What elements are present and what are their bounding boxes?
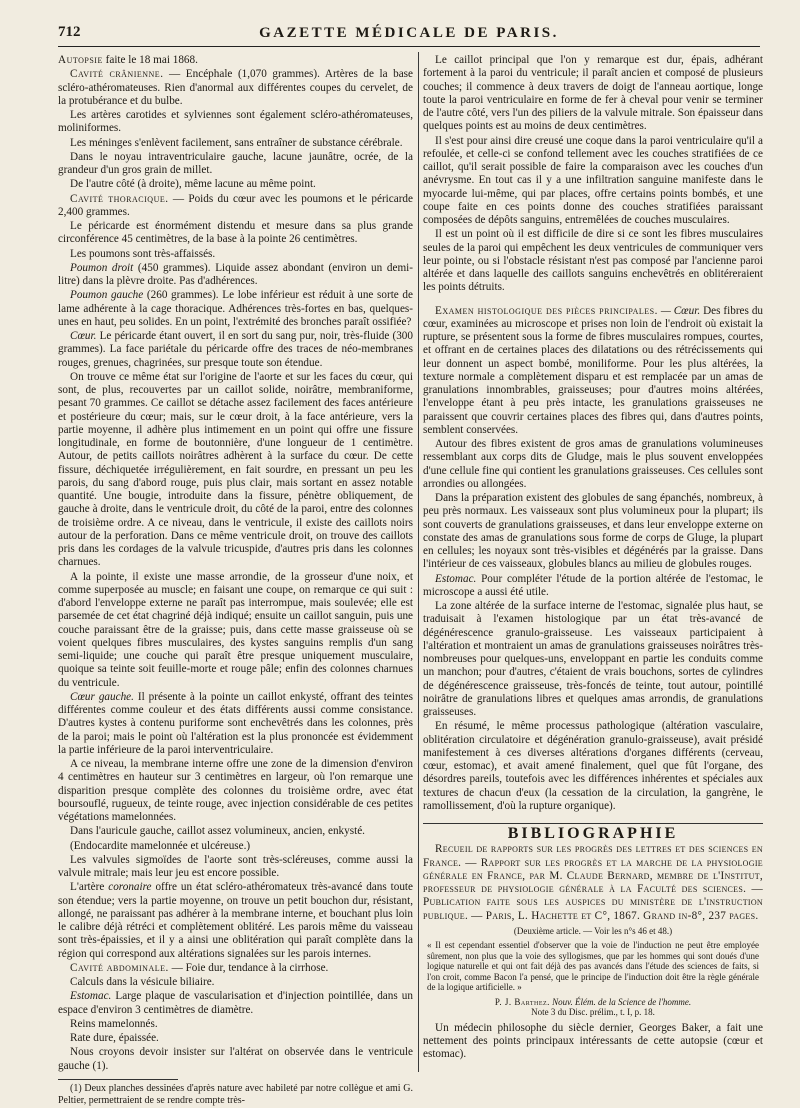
aorta-paragraph: On trouve ce même état sur l'origine de l'aorte et sur les faces du cœur, qui sont, de plus, recouvertes par un caillot solide, noirâtre, membraniforme, pesant 70 grammes. Ce caillot se détache assez facilement des faces antérieure et postérieure du cœur; mais, sur le cœur droit, à la face antérieure, vers la partie moyenne, il adhère plus intimement en un point qui offre une fissure longitudinale, en forme de boutonnière, d'une longueur de 1 centimètre. Autour, de petits caillots noirâtres adhèrent à la surface du cœur. De cette fissure, déchiquetée irrégulièrement, en fait sourdre, en pressant un peu les parois, du sang d'abord rouge, puis plus clair, mais sortant en assez notable quantité. Une bougie, introduite dans la fissure, pénètre obliquement, de gauche à droite, dans le ventricule droit, du côté de la paroi, entre des colonnes de troisième ordre. A ce niveau, dans le ventricule, il existe des caillots noirs autour de la perforation. Dans ce même ventricule droit, on trouve des caillots pris dans les cordages de la valvule tricuspide, d'autres pris dans les colonnes charnues.: [58, 370, 413, 569]
left-heart-text: Il présente à la pointe un caillot enkysté, offrant des teintes différentes comme couleur et des états différents aussi comme consistance. D'autres kystes à contenu puriforme sont enchevêtrés dans les colonnes, près de la paroi; mais le point où l'altération est la plus prononcée est évidemment la partie inférieure de la paroi interventriculaire.: [58, 690, 413, 756]
reference-volume: Note 3 du Disc. prélim., t. I, p. 18.: [531, 1007, 655, 1017]
shell-paragraph: Il s'est pour ainsi dire creusé une coque dans la paroi ventriculaire qu'il a refoulée, et celle-ci se confond tellement avec les couches stratifiées de ce caillot, qu'il serait possible de faire la comparaison avec les couches d'un anévrysme. En tout cas il y a une infiltration sanguine manifeste dans le myocarde lui-même, qui par places, offre certains points bombés, et une coupe faite en ces points donne des couches stratifiées paraissant composées de dépôts sanguins, entremêlées de couches musculaires.: [423, 134, 763, 226]
bibliography-quote: « Il est cependant essentiel d'observer que la voie de l'induction ne peut être employée sûrement, non plus que la voie des syllogismes, que par les hommes qui sont doués d'une logique naturelle et qui ont fait déjà des pas avancés dans l'étude des sciences de faits, si l'on croit, comme Bacon l'a pensé, que le principe de l'induction doit être la règle générale de la logique artificielle. »: [427, 940, 759, 992]
spleen-paragraph: Rate dure, épaissée.: [70, 1032, 159, 1044]
calculs-paragraph: Calculs dans la vésicule biliaire.: [70, 976, 215, 988]
right-lung-text: (450 grammes). Liquide assez abondant (environ un demi-litre) dans la plèvre droite. Pas d'adhérences.: [58, 261, 413, 287]
journal-title: GAZETTE MÉDICALE DE PARIS.: [259, 25, 559, 41]
cranial-label: Cavité crânienne.: [70, 68, 164, 81]
thoracic-paragraph: [58, 193, 413, 220]
valves-paragraph: Les valvules sigmoïdes de l'aorte sont très-scléreuses, comme aussi la valvule mitrale; mais leur jeu est encore possible.: [58, 853, 413, 879]
heart-label: Cœur.: [70, 330, 97, 342]
stomach-label: Estomac.: [70, 990, 112, 1003]
heart-text: Le péricarde étant ouvert, il en sort du sang pur, noir, très-fluide (300 grammes). La face pariétale du péricarde offre des traces de néo-membranes rouges, grenues, chagrinées, sur presque toute son étendue.: [58, 330, 413, 369]
auricle-paragraph: Dans l'auricule gauche, caillot assez volumineux, ancien, enkysté.: [70, 825, 365, 838]
cranial-paragraph: [58, 68, 413, 108]
left-heart-paragraph: [58, 691, 413, 757]
footnote-rule: [58, 1079, 178, 1080]
exam-paragraph: [423, 305, 763, 438]
clot-paragraph: Le caillot principal que l'on y remarque est dur, épais, adhérant fortement à la paroi du ventricule; il paraît ancien et composé de plusieurs couches; il commence à deux travers de doigt de l'anneau aortique, longe toute la paroi ventriculaire en forme de fer à cheval pour venir se terminer de l'autre côté, vers l'un des piliers de la valvule mitrale. Son épaisseur dans quelques points est au moins de deux centimètres.: [423, 54, 763, 133]
left-lung-paragraph: [58, 289, 413, 329]
right-lung-paragraph: [58, 262, 413, 289]
meninges-paragraph: Les méninges s'enlèvent facilement, sans entraîner de substance cérébrale.: [70, 136, 403, 149]
kidneys-paragraph: Reins mamelonnés.: [70, 1017, 158, 1030]
zone-paragraph: La zone altérée de la surface interne de l'estomac, signalée plus haut, se traduisait à l'examen histologique par un état très-avancé de dégénérescence granulo-graisseuse. Les vaisseaux participaient à l'altération et montraient un amas de granulations graisseuses noirâtres très-nombreuses pour quelques-uns, enveloppant en partie les conduits comme un manchon; pour d'autres, c'étaient de vrais bouchons, sortes de cylindres de dégénérescence graisseuse, très-foncés de teinte, tout autour, pointillé noirâtre de granulations libres et quelques amas arrondis, de granulations graisseuses.: [423, 600, 763, 718]
fibers-paragraph: Autour des fibres existent de gros amas de granulations volumineuses ressemblant aux corps dits de Gludge, mais le plus souvent enveloppées d'une cellule fine qui contient les granulations graisseuses. Ces cellules sont arrondies ou allongées.: [423, 438, 763, 490]
stomach-exam-label: Estomac.: [435, 572, 477, 585]
stomach-exam-text: Pour compléter l'étude de la portion altérée de l'estomac, le microscope a aussi été utile.: [423, 572, 763, 598]
stomach-paragraph: [58, 990, 413, 1017]
page-header: [58, 24, 760, 44]
bibliography-title: BIBLIOGRAPHIE: [423, 823, 763, 840]
carotid-paragraph: Les artères carotides et sylviennes sont également scléro-athéromateuses, moliniformes.: [58, 109, 413, 135]
exam-text: Des fibres du cœur, examinées au microscope et prises non loin de l'endroit où existait la rupture, se présentent sous la forme de fibres musculaires rompues, courtes, et offrant en de certaines places des dilatations ou des rétrécissements qui leur donnent un aspect bombé, moniliforme. Pour les plus altérées, la texture normale a complètement disparu et est remplacée par un amas de granulations innombrables, graisseuses; pour d'autres moins altérées, l'enveloppe étant à peu près intacte, les granulations graisseuses ne paraissent que couvrir certaines places des fibres qui, dans d'autres points, semblent conservées.: [423, 304, 764, 436]
endocarditis-paragraph: (Endocardite mamelonnée et ulcéreuse.): [70, 839, 251, 852]
lungs-paragraph: Les poumons sont très-affaissés.: [70, 247, 216, 260]
exam-heart-label: — Cœur.: [657, 304, 701, 317]
cranial-text: — Encéphale (1,070 grammes). Artères de la base scléro-athéromateuses. Rien d'anormal aux différentes coupes du cervelet, de la protubérance et du bulbe.: [58, 68, 413, 107]
bibliography-heading-text: Recueil de rapports sur les progrès des lettres et des sciences en France. — Rapport sur les progrès et la marche de la physiologie générale en France, par M. Claude Bernard, membre de l'Institut, professeur de physiologie générale à la Faculté des sciences. — Publication faite sous les auspices du ministère de l'instruction publique. — Paris, L. Hachette et C°, 1867. Grand in-8°, 237 pages.: [423, 843, 763, 922]
header-rule: [58, 46, 760, 47]
left-lung-label: Poumon gauche: [70, 289, 144, 302]
baker-paragraph: Un médecin philosophe du siècle dernier, Georges Baker, a fait une nettement des points principaux intéressants de cette autopsie (cœur et estomac).: [423, 1021, 763, 1060]
reference-title: Nouv. Élém. de la Science de l'homme.: [549, 996, 692, 1007]
bibliography-reference: [423, 997, 763, 1018]
abdominal-paragraph: [58, 962, 413, 975]
right-lung-label: Poumon droit: [70, 261, 134, 274]
point-paragraph: Il est un point où il est difficile de dire si ce sont les fibres musculaires seules de la paroi qui empêchent les deux ventricules de communiquer vers leur pointe, ou si l'obstacle résistant n'est pas composé par l'ancienne paroi altérée et dans laquelle des caillots sanguins enchevêtrés en oblitéreraient les points détruits.: [423, 228, 763, 294]
right-side-paragraph: De l'autre côté (à droite), même lacune au même point.: [70, 178, 316, 191]
coronary-pre: L'artère: [70, 881, 109, 894]
coronary-text: offre un état scléro-athéromateux très-avancé dans toute son étendue; vers la partie moyenne, on trouve un petit bouchon dur, résistant, allongé, ne paraissant pas adhérer à la membrane interne, et bouchant plus loin le calibre déjà rétréci et complètement oblitéré. Les parois même du vaisseau sont très-épaissies, et il y a ainsi une oblitération qui paraît complète dans la région qui correspond aux altérations signalées sur les parois internes.: [58, 881, 413, 960]
membrane-paragraph: A ce niveau, la membrane interne offre une zone de la dimension d'environ 4 centimètres en hauteur sur 3 centimètres en largeur, où l'on remarque une disparition presque complète des colonnes du troisième ordre, avec état boursouflé, rugueux, de teinte rouge, avec injection considérable de ces petites végétations mamelonnées.: [58, 758, 413, 823]
right-column: [423, 54, 763, 1062]
left-heart-label: Cœur gauche.: [70, 690, 134, 703]
prep-paragraph: Dans la préparation existent des globules de sang épanchés, nombreux, à peu près normaux. Les vaisseaux sont plus volumineux pour la plupart; ils sont couverts de granulations graisseuses, et dans leur enveloppe externe on constate des amas de granulations sous forme de corps de Gluge, la plupart en cellules; les noyaux sont très-visibles et dégénérés par la graisse. Dans l'intérieur de ces vaisseaux, globules blancs au milieu de globules rouges.: [423, 492, 763, 571]
nucleus-paragraph: Dans le noyau intraventriculaire gauche, lacune jaunâtre, ocrée, de la grandeur d'un gros grain de millet.: [58, 150, 413, 176]
left-lung-text: (260 grammes). Le lobe inférieur est réduit à une sorte de lame adhérente à la cage thoracique. Adhérences très-fortes en bas, quelques-unes en haut, peu solides. En un point, l'extrémité des bronches paraît ossifiée?: [58, 289, 413, 328]
footnote: (1) Deux planches dessinées d'après nature avec habileté par notre collègue et ami G. Peltier, permettraient de se rendre compte très-: [58, 1082, 413, 1106]
column-divider: [418, 52, 419, 1072]
stomach-exam-paragraph: [423, 573, 763, 600]
autopsy-label: Autopsie: [58, 54, 103, 66]
heart-paragraph: [58, 330, 413, 370]
reference-author: P. J. Barthez.: [494, 996, 550, 1007]
thoracic-text: — Poids du cœur avec les poumons et le péricarde 2,400 grammes.: [58, 192, 413, 218]
stomach-text: Large plaque de vascularisation et d'injection pointillée, dans un espace d'environ 3 centimètres de diamètre.: [58, 990, 413, 1016]
left-column: [58, 54, 413, 1108]
thoracic-label: Cavité thoracique.: [70, 192, 169, 205]
coronary-label: coronaire: [108, 881, 152, 894]
autopsy-date: faite le 18 mai 1868.: [102, 54, 198, 66]
autopsy-paragraph: [58, 54, 413, 67]
page-number: 712: [58, 24, 81, 40]
summary-paragraph: En résumé, le même processus pathologique (altération vasculaire, oblitération circulatoire et dégénération granulo-graisseuse), avait présidé manifestement à ces diverses altérations d'organes différents (cerveau, cœur, estomac), et avait amené finalement, quel que fût l'organe, des désordres pareils, toutefois avec les différences inhérentes et spéciales aux textures de chacun d'eux (la cessation de la circulation, la gangrène, le ramollissement, d'où la rupture organique).: [423, 720, 763, 812]
pericardium-paragraph: Le péricarde est énormément distendu et mesure dans sa plus grande circonférence 45 centimètres, de la base à la pointe 26 centimètres.: [58, 220, 413, 246]
bibliography-heading: [423, 843, 763, 923]
abdominal-label: Cavité abdominale.: [70, 961, 169, 974]
insist-paragraph: Nous croyons devoir insister sur l'altérat on observée dans le ventricule gauche (1).: [58, 1046, 413, 1072]
exam-label: Examen histologique des pièces principales.: [435, 304, 658, 317]
abdominal-text: — Foie dur, tendance à la cirrhose.: [168, 961, 329, 974]
coronary-paragraph: [58, 881, 413, 961]
bibliography-second-article: (Deuxième article. — Voir les n°s 46 et 48.): [513, 925, 673, 936]
tip-paragraph: A la pointe, il existe une masse arrondie, de la grosseur d'une noix, et comme superposée au muscle; en faisant une coupe, on remarque ce qui suit : d'abord l'enveloppe externe ne paraît pas interrompue, mais soulevée; elle est parsemée de cet état chagriné déjà indiqué; ensuite un caillot sanguin, puis une couche paraissant être de la graisse; puis, dans cette masse graisseuse où se voient quelques fibres musculaires, des kystes sanguins remplis d'un sang semi-liquide; une couche qui paraît être presque uniquement musculaire, quoique sa teinte soit feuille-morte et rouge pâle; enfin des colonnes charnues du ventricule.: [58, 570, 413, 689]
